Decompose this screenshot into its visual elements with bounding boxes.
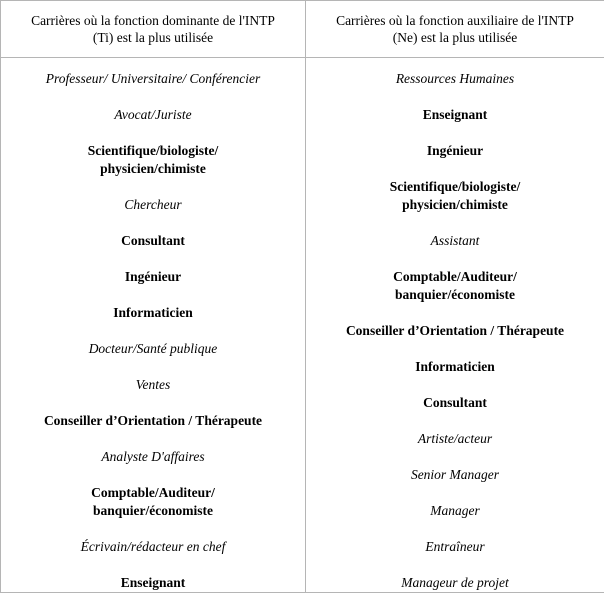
career-item-line: Ressources Humaines xyxy=(395,71,515,86)
career-item-line: physicien/chimiste xyxy=(100,161,206,176)
career-item xyxy=(312,466,598,484)
career-item xyxy=(312,142,598,160)
career-item xyxy=(312,502,598,520)
career-item-line: Conseiller d’Orientation / Thérapeute xyxy=(43,413,263,428)
career-item xyxy=(312,106,598,124)
career-item-line: Écrivain/rédacteur en chef xyxy=(80,539,226,554)
career-item-line: Senior Manager xyxy=(410,467,500,482)
career-item xyxy=(7,484,299,520)
auxiliary-careers-list xyxy=(306,58,604,592)
career-item xyxy=(7,268,299,286)
career-item-line: Avocat/Juriste xyxy=(114,107,192,122)
header-dominant-function xyxy=(1,1,306,58)
career-item-line: Comptable/Auditeur/ xyxy=(393,269,517,284)
career-item-line: Ventes xyxy=(135,377,171,392)
career-item-line: Chercheur xyxy=(124,197,182,212)
career-item-line: Analyste D'affaires xyxy=(101,449,205,464)
career-item-line: physicien/chimiste xyxy=(402,197,508,212)
career-item xyxy=(7,376,299,394)
career-item xyxy=(312,358,598,376)
table-header-row xyxy=(1,1,604,58)
career-item xyxy=(7,232,299,250)
header-right-line-2: (Ne) est la plus utilisée xyxy=(392,30,518,45)
dominant-careers-cell xyxy=(1,58,306,593)
career-item xyxy=(7,412,299,430)
career-item xyxy=(7,538,299,556)
career-item-line: Ingénieur xyxy=(426,143,484,158)
career-item xyxy=(7,142,299,178)
career-item-line: Enseignant xyxy=(120,575,186,590)
auxiliary-careers-cell xyxy=(306,58,604,593)
career-item-line: Informaticien xyxy=(415,359,495,374)
career-item xyxy=(7,70,299,88)
career-item-line: Ingénieur xyxy=(124,269,182,284)
career-item xyxy=(7,448,299,466)
career-item-line: Comptable/Auditeur/ xyxy=(91,485,215,500)
career-item xyxy=(7,340,299,358)
header-auxiliary-function xyxy=(306,1,604,58)
career-item-line: Artiste/acteur xyxy=(417,431,493,446)
career-item xyxy=(312,70,598,88)
career-item-line: Scientifique/biologiste/ xyxy=(87,143,219,158)
dominant-careers-list xyxy=(1,58,305,592)
career-item-line: banquier/économiste xyxy=(93,503,213,518)
career-item xyxy=(312,322,598,340)
header-right-line-1: Carrières où la fonction auxiliaire de l'INTP xyxy=(336,13,574,28)
career-item xyxy=(312,538,598,556)
career-item-line: Informaticien xyxy=(113,305,193,320)
career-item-line: Manager xyxy=(430,503,480,518)
career-item-line: Docteur/Santé publique xyxy=(88,341,218,356)
career-item-line: Enseignant xyxy=(422,107,488,122)
career-item xyxy=(312,268,598,304)
career-item-line: Consultant xyxy=(121,233,185,248)
career-item xyxy=(7,106,299,124)
career-item-line: Manageur de projet xyxy=(401,575,509,590)
career-item xyxy=(7,304,299,322)
career-item-line: banquier/économiste xyxy=(395,287,515,302)
career-item xyxy=(312,430,598,448)
career-item xyxy=(312,178,598,214)
career-item-line: Professeur/ Universitaire/ Conférencier xyxy=(45,71,261,86)
career-item xyxy=(7,196,299,214)
header-left-line-2: (Ti) est la plus utilisée xyxy=(92,30,214,45)
career-item-line: Consultant xyxy=(423,395,487,410)
career-item xyxy=(7,574,299,592)
career-item xyxy=(312,574,598,592)
header-left-line-1: Carrières où la fonction dominante de l'INTP xyxy=(31,13,275,28)
career-item-line: Scientifique/biologiste/ xyxy=(389,179,521,194)
table-body-row xyxy=(1,58,604,593)
career-item-line: Assistant xyxy=(430,233,480,248)
career-item-line: Entraîneur xyxy=(425,539,485,554)
career-item xyxy=(312,394,598,412)
career-item-line: Conseiller d’Orientation / Thérapeute xyxy=(345,323,565,338)
career-item xyxy=(312,232,598,250)
